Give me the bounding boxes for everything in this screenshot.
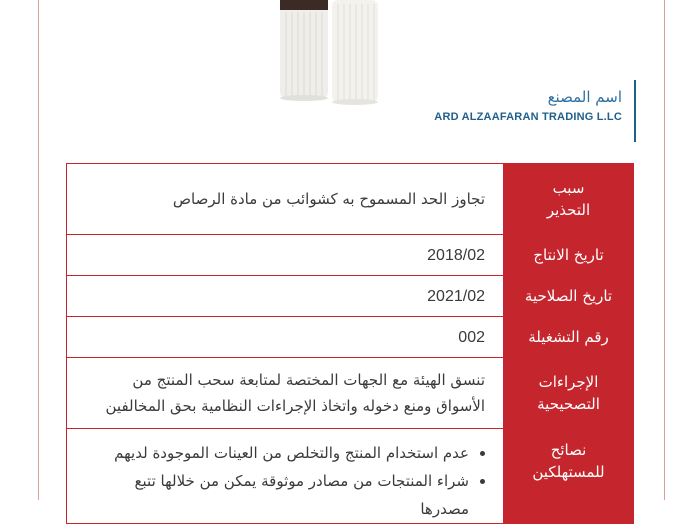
corrective-actions-label-line2: التصحيحية [537,395,600,413]
table-row-corrective-actions [67,358,634,429]
consumer-advice-cell [67,429,504,524]
warning-reason-value: تجاوز الحد المسموح به كشوائب من مادة الرصاص [67,164,504,235]
expiry-date-label: تاريخ الصلاحية [504,276,634,317]
consumer-advice-item: • شراء المنتجات من مصادر موثوقة يمكن من خلالها تتبع مصدرها [83,467,469,523]
consumer-advice-item: • عدم استخدام المنتج والتخلص من العينات الموجودة لديهم [83,439,469,467]
product-info-table [66,163,634,524]
consumer-advice-label [504,429,634,524]
manufacturer-accent-bar [634,80,636,142]
table-row-batch-number [67,317,634,358]
batch-number-cell [67,317,504,358]
table-row-expiry-date [67,276,634,317]
consumer-advice-label-line1: نصائح [550,441,587,459]
frame-border-right [664,0,665,500]
batch-number-label: رقم التشغيلة [504,317,634,358]
table-row-warning-reason [67,164,634,235]
manufacturer-name: ARD ALZAAFARAN TRADING L.LC [434,111,622,123]
warning-reason-label-line1: سبب [552,179,585,197]
production-date-value: 2018/02 [427,246,485,264]
corrective-actions-label-line1: الإجراءات [538,373,599,391]
production-date-cell [67,235,504,276]
manufacturer-label: اسم المصنع [547,88,622,106]
table-row-consumer-advice [67,429,634,524]
frame-border-left [38,0,39,500]
expiry-date-cell [67,276,504,317]
product-image [270,0,400,112]
production-date-label: تاريخ الانتاج [504,235,634,276]
expiry-date-value: 2021/02 [427,287,485,305]
table-row-production-date [67,235,634,276]
corrective-actions-value: تنسق الهيئة مع الجهات المختصة لمتابعة سحب المنتج من الأسواق ومنع دخوله واتخاذ الإجراءات النظامية بحق المخالفين [67,358,504,429]
batch-number-value: 002 [458,328,485,346]
warning-reason-label-line2: التحذير [546,201,591,219]
corrective-actions-label [504,358,634,429]
warning-reason-label [504,164,634,235]
consumer-advice-list [83,439,485,523]
consumer-advice-label-line2: للمستهلكين [532,463,605,481]
